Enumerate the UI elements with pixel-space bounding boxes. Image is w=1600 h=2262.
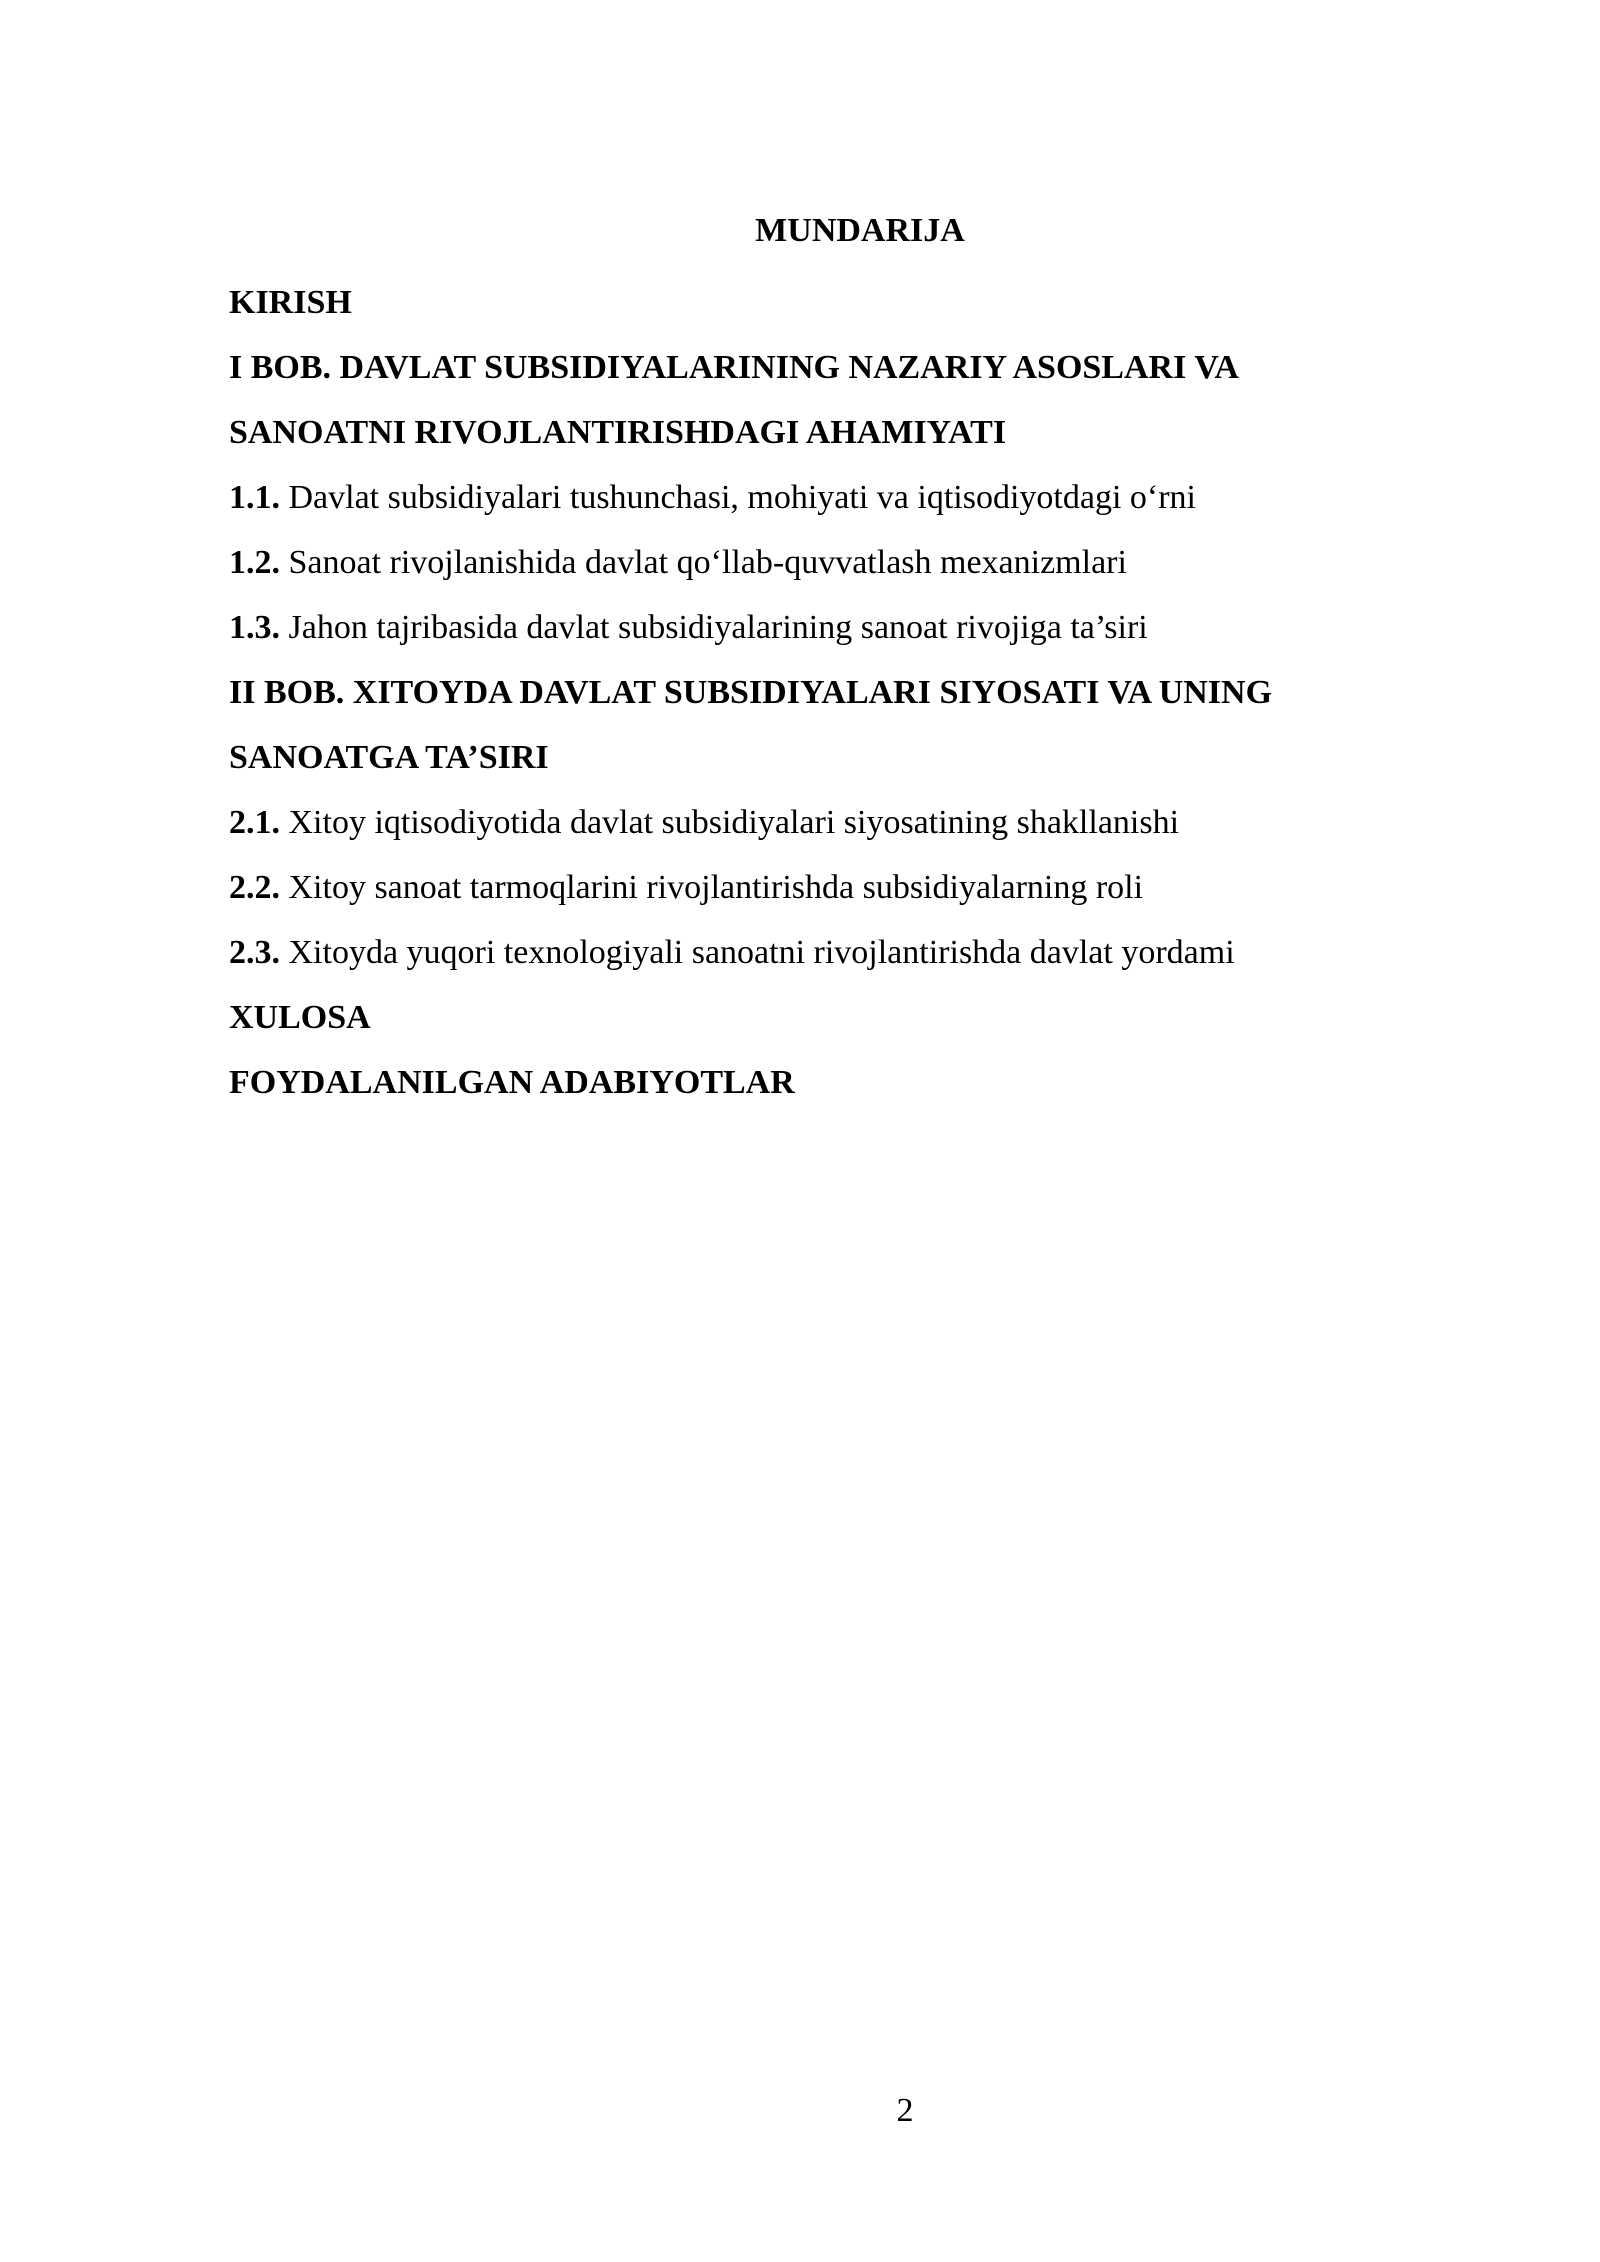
section-number: 1.2. [229, 544, 280, 581]
toc-chapter-2-continued [229, 725, 1469, 790]
toc-chapter-2 [229, 660, 1469, 725]
toc-heading-text: SANOATNI RIVOJLANTIRISHDAGI AHAMIYATI [229, 414, 1007, 451]
toc-section-2-2 [229, 855, 1469, 920]
section-number: 1.1. [229, 479, 280, 516]
toc-references [229, 1050, 1469, 1115]
table-of-contents [229, 270, 1469, 1115]
section-number: 2.1. [229, 804, 280, 841]
toc-intro [229, 270, 1469, 335]
section-title: Xitoyda yuqori texnologiyali sanoatni rivojlantirishda davlat yordami [280, 934, 1235, 971]
section-title: Xitoy iqtisodiyotida davlat subsidiyalari siyosatining shakllanishi [280, 804, 1180, 841]
toc-section-1-2 [229, 530, 1469, 595]
section-title: Xitoy sanoat tarmoqlarini rivojlantirishda subsidiyalarning roli [280, 869, 1144, 906]
toc-heading-text: XULOSA [229, 999, 371, 1036]
toc-heading-text: II BOB. XITOYDA DAVLAT SUBSIDIYALARI SIYOSATI VA UNING [229, 674, 1273, 711]
section-title: Sanoat rivojlanishida davlat qo‘llab-quvvatlash mexanizmlari [280, 544, 1127, 581]
toc-chapter-1-continued [229, 400, 1469, 465]
section-number: 2.3. [229, 934, 280, 971]
toc-heading-text: KIRISH [229, 284, 352, 321]
toc-conclusion [229, 985, 1469, 1050]
toc-heading-text: I BOB. DAVLAT SUBSIDIYALARINING NAZARIY ASOSLARI VA [229, 349, 1239, 386]
toc-heading-text: FOYDALANILGAN ADABIYOTLAR [229, 1064, 795, 1101]
section-number: 1.3. [229, 609, 280, 646]
section-title: Jahon tajribasida davlat subsidiyalarining sanoat rivojiga ta’siri [280, 609, 1148, 646]
toc-section-2-1 [229, 790, 1469, 855]
toc-section-1-1 [229, 465, 1469, 530]
toc-section-2-3 [229, 920, 1469, 985]
toc-heading-text: SANOATGA TA’SIRI [229, 739, 549, 776]
toc-chapter-1 [229, 335, 1469, 400]
toc-section-1-3 [229, 595, 1469, 660]
section-number: 2.2. [229, 869, 280, 906]
section-title: Davlat subsidiyalari tushunchasi, mohiyati va iqtisodiyotdagi o‘rni [280, 479, 1196, 516]
page-number: 2 [896, 2092, 914, 2129]
page-title: MUNDARIJA [755, 212, 965, 249]
